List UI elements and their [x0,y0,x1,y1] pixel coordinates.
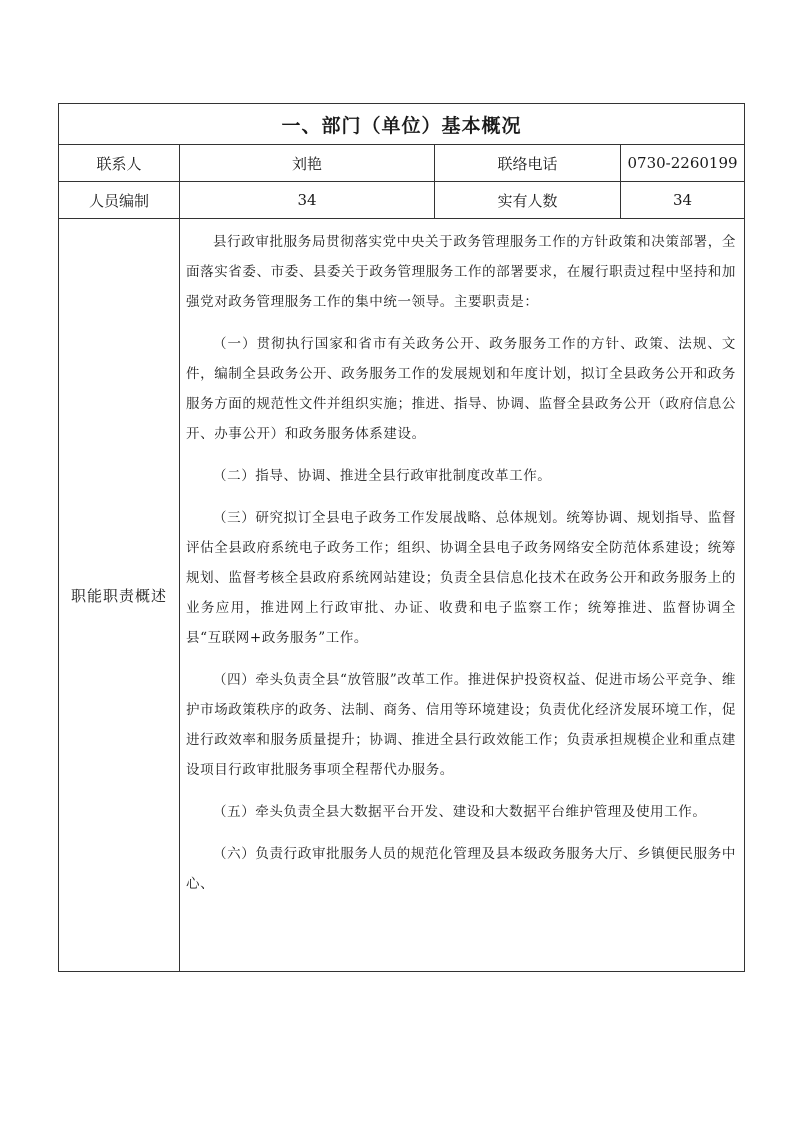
duties-paragraph: （五）牵头负责全县大数据平台开发、建设和大数据平台维护管理及使用工作。 [213,804,707,820]
actual-count-value: 34 [621,182,745,219]
duties-paragraph: （三）研究拟订全县电子政务工作发展战略、总体规划。统筹协调、规划指导、监督评估全县政府系统电子政务工作；组织、协调全县电子政务网络安全防范体系建设；统筹规划、监督考核全县政府系统网站建设；负责全县信息化技术在政务公开和政务服务上的业务应用，推进网上行政审批、办证、收费和电子监察工作；统筹推进、监督协调全县“互联网+政务服务”工作。 [186,510,737,646]
basic-info-table [58,103,745,972]
contact-row [59,145,745,182]
phone-label: 联络电话 [435,145,621,182]
actual-count-label: 实有人数 [435,182,621,219]
staffing-authorized: 34 [180,182,435,219]
duties-paragraph: （四）牵头负责全县“放管服”改革工作。推进保护投资权益、促进市场公平竞争、维护市场政策秩序的政务、法制、商务、信用等环境建设；负责优化经济发展环境工作，促进行政效率和服务质量提升；协调、推进全县行政效能工作；负责承担规模企业和重点建设项目行政审批服务事项全程帮代办服务。 [186,672,737,778]
duties-description [180,219,745,972]
duties-paragraph: （一）贯彻执行国家和省市有关政务公开、政务服务工作的方针、政策、法规、文件，编制全县政务公开、政务服务工作的发展规划和年度计划，拟订全县政务公开和政务服务方面的规范性文件并组织实施；推进、指导、协调、监督全县政务公开（政府信息公开、办事公开）和政务服务体系建设。 [186,336,737,442]
phone-value: 0730-2260199 [621,145,745,182]
duties-paragraph: 县行政审批服务局贯彻落实党中央关于政务管理服务工作的方针政策和决策部署，全面落实省委、市委、县委关于政务管理服务工作的部署要求，在履行职责过程中坚持和加强党对政务管理服务工作的集中统一领导。主要职责是： [186,234,737,310]
contact-name: 刘艳 [180,145,435,182]
contact-label: 联系人 [59,145,180,182]
duties-label: 职能职责概述 [59,219,180,972]
staffing-label: 人员编制 [59,182,180,219]
duties-paragraph: （二）指导、协调、推进全县行政审批制度改革工作。 [213,468,552,484]
section-title: 一、部门（单位）基本概况 [59,104,745,145]
duties-row [59,219,745,972]
title-row [59,104,745,145]
duties-paragraph: （六）负责行政审批服务人员的规范化管理及县本级政务服务大厅、乡镇便民服务中心、 [186,846,737,892]
staffing-row [59,182,745,219]
